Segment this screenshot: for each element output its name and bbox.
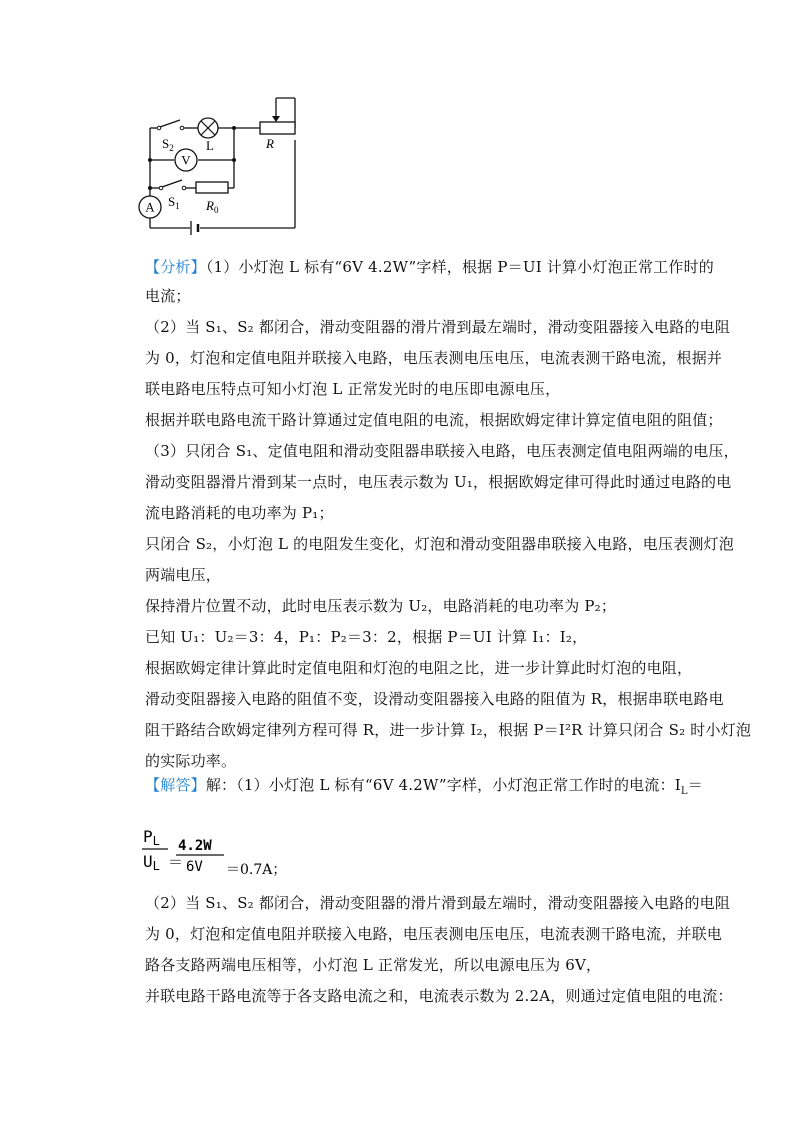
formula-eq1: ＝ bbox=[168, 853, 184, 871]
label-s2: $S_2$ bbox=[162, 136, 174, 153]
answer-line-5: 并联电路干路电流等于各支路电流之和，电流表示数为 2.2A，则通过定值电阻的电流： bbox=[145, 987, 733, 1005]
circuit-diagram bbox=[130, 90, 310, 240]
answer-line-4: 路各支路两端电压相等，小灯泡 L 正常发光，所以电源电压为 6V， bbox=[145, 956, 602, 974]
svg-text:V: V bbox=[181, 152, 191, 168]
analysis-line-2: 电流； bbox=[145, 287, 191, 305]
analysis-line-4: 为 0，灯泡和定值电阻并联接入电路，电压表测电压电压，电流表测干路电流，根据并 bbox=[145, 349, 723, 367]
svg-text:A: A bbox=[145, 199, 155, 215]
formula-den2: 6V bbox=[186, 859, 203, 875]
analysis-line-9: 流电路消耗的电功率为 P₁； bbox=[145, 504, 334, 522]
analysis-line-15: 滑动变阻器接入电路的阻值不变，设滑动变阻器接入电路的阻值为 R，根据串联电路电 bbox=[145, 690, 724, 708]
analysis-line-13: 已知 U₁：U₂＝3：4，P₁：P₂＝3：2，根据 P＝UI 计算 I₁：I₂， bbox=[145, 628, 588, 646]
analysis-line-7: （3）只闭合 S₁、定值电阻和滑动变阻器串联接入电路，电压表测定值电阻两端的电压， bbox=[145, 442, 739, 460]
analysis-line-11: 两端电压， bbox=[145, 566, 222, 584]
label-r0: $R_0$ bbox=[206, 198, 219, 215]
analysis-line-17: 的实际功率。 bbox=[145, 752, 237, 770]
analysis-line-8: 滑动变阻器滑片滑到某一点时，电压表示数为 U₁，根据欧姆定律可得此时通过电路的电 bbox=[145, 473, 732, 491]
answer-line-2: （2）当 S₁、S₂ 都闭合，滑动变阻器的滑片滑到最左端时，滑动变阻器接入电路的电阻 bbox=[145, 894, 731, 912]
switch-s1-contact bbox=[159, 186, 163, 190]
label-s1: $S_1$ bbox=[168, 194, 180, 211]
rheostat-symbol bbox=[260, 122, 295, 134]
voltmeter-symbol bbox=[175, 149, 197, 171]
analysis-line-1: 【分析】（1）小灯泡 L 标有“6V 4.2W”字样，根据 P＝UI 计算小灯泡正常工作时的 bbox=[145, 258, 714, 276]
analysis-line-14: 根据欧姆定律计算此时定值电阻和灯泡的电阻之比，进一步计算此时灯泡的电阻， bbox=[145, 659, 693, 677]
battery-symbol bbox=[191, 221, 198, 235]
formula-current bbox=[140, 822, 340, 882]
label-r: R bbox=[266, 136, 274, 151]
resistor-r0-symbol bbox=[196, 182, 228, 193]
answer-line-3: 为 0，灯泡和定值电阻并联接入电路，电压表测电压电压，电流表测干路电流，并联电 bbox=[145, 925, 723, 943]
switch-s2-contact bbox=[157, 126, 161, 130]
analysis-line-16: 阻干路结合欧姆定律列方程可得 R，进一步计算 I₂，根据 P＝I²R 计算只闭合 S₂ 时小灯泡 bbox=[145, 721, 752, 739]
formula-den1: UL bbox=[143, 852, 160, 873]
label-l: L bbox=[206, 138, 214, 153]
analysis-line-6: 根据并联电路电流干路计算通过定值电阻的电流，根据欧姆定律计算定值电阻的阻值； bbox=[145, 411, 723, 429]
formula-num2: 4.2W bbox=[178, 838, 212, 854]
lamp-symbol bbox=[198, 118, 218, 138]
analysis-line-10: 只闭合 S₂，小灯泡 L 的电阻发生变化，灯泡和滑动变阻器串联接入电路，电压表测灯泡 bbox=[145, 535, 734, 553]
ammeter-symbol bbox=[139, 196, 161, 218]
answer-line-1: 【解答】解：（1）小灯泡 L 标有“6V 4.2W”字样，小灯泡正常工作时的电流：$I_L=$ bbox=[145, 776, 703, 797]
analysis-tag: 【分析】 bbox=[145, 258, 206, 276]
formula-num1: PL bbox=[143, 827, 160, 848]
analysis-line-12: 保持滑片位置不动，此时电压表示数为 U₂，电路消耗的电功率为 P₂； bbox=[145, 597, 617, 615]
formula-result: ＝0.7A； bbox=[226, 862, 287, 878]
analysis-line-3: （2）当 S₁、S₂ 都闭合，滑动变阻器的滑片滑到最左端时，滑动变阻器接入电路的电阻 bbox=[145, 318, 731, 336]
answer-tag: 【解答】 bbox=[145, 776, 206, 794]
analysis-line-5: 联电路电压特点可知小灯泡 L 正常发光时的电压即电源电压， bbox=[145, 380, 561, 398]
